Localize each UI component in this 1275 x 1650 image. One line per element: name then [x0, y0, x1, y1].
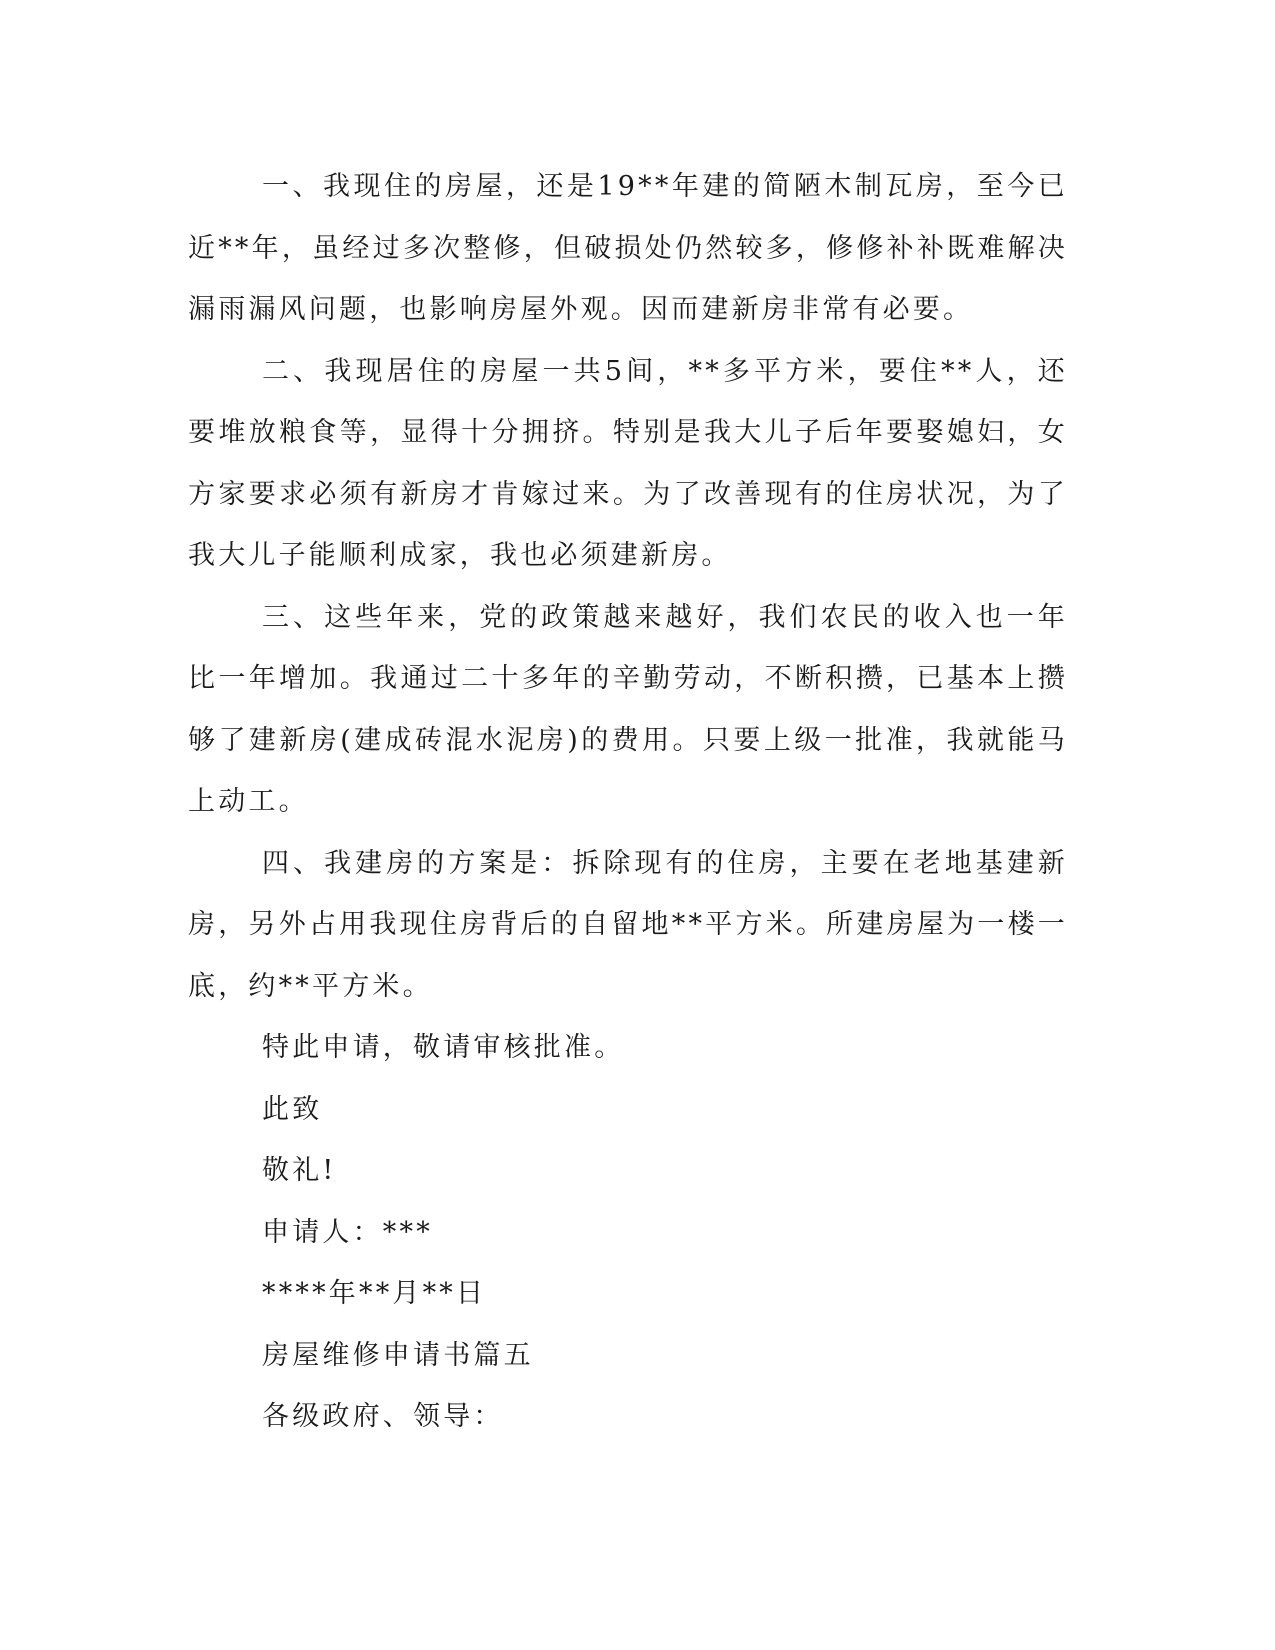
salutation-cizhi: 此致	[262, 1093, 323, 1125]
salutation-jingli: 敬礼!	[262, 1155, 337, 1186]
section-title: 房屋维修申请书篇五	[262, 1339, 534, 1371]
paragraph-4: 四、我建房的方案是：拆除现有的住房，主要在老地基建新房，另外占用我现住房背后的自留地**平方米。所建房屋为一楼一底，约**平方米。	[188, 847, 1068, 1002]
paragraph-3: 三、这些年来，党的政策越来越好，我们农民的收入也一年比一年增加。我通过二十多年的辛勤劳动，不断积攒，已基本上攒够了建新房(建成砖混水泥房)的费用。只要上级一批准，我就能马上动工。	[188, 601, 1068, 817]
date-line: ****年**月**日	[262, 1278, 487, 1309]
applicant-line: 申请人：***	[262, 1216, 433, 1248]
document-body	[188, 156, 1068, 1448]
addressee-line: 各级政府、领导：	[262, 1401, 504, 1432]
paragraph-2: 二、我现居住的房屋一共5间，**多平方米，要住**人，还要堆放粮食等，显得十分拥挤。特别是我大儿子后年要娶媳妇，女方家要求必须有新房才肯嫁过来。为了改善现有的住房状况，为了我大儿子能顺利成家，我也必须建新房。	[188, 355, 1068, 571]
closing-request: 特此申请，敬请审核批准。	[262, 1032, 625, 1063]
paragraph-1: 一、我现住的房屋，还是19**年建的简陋木制瓦房，至今已近**年，虽经过多次整修，但破损处仍然较多，修修补补既难解决漏雨漏风问题，也影响房屋外观。因而建新房非常有必要。	[188, 171, 1068, 325]
